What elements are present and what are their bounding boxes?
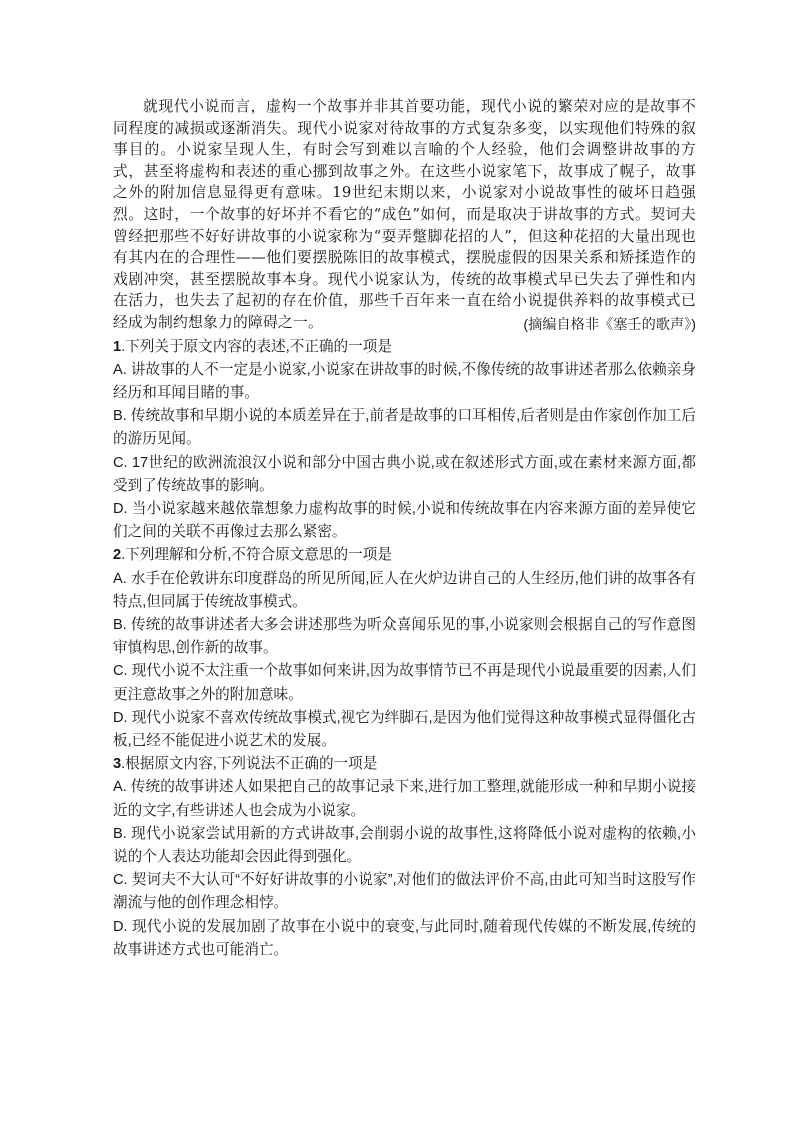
option-c: C. 现代小说不太注重一个故事如何来讲,因为故事情节已不再是现代小说最重要的因素,人们更注意故事之外的附加意味。 (113, 663, 696, 703)
option-c: C. 17世纪的欧洲流浪汉小说和部分中国古典小说,或在叙述形式方面,或在素材来源方面,都受到了传统故事的影响。 (113, 454, 696, 494)
option-d: D. 现代小说家不喜欢传统故事模式,视它为绊脚石,是因为他们觉得这种故事模式显得僵化古板,已经不能促进小说艺术的发展。 (113, 709, 696, 749)
option-a: A. 讲故事的人不一定是小说家,小说家在讲故事的时候,不像传统的故事讲述者那么依赖亲身经历和耳闻目睹的事。 (113, 361, 696, 401)
option-b: B. 现代小说家尝试用新的方式讲故事,会削弱小说的故事性,这将降低小说对虚构的依赖,小说的个人表达功能却会因此得到强化。 (113, 825, 696, 865)
question-2 (113, 544, 696, 753)
question-stem: 1.下列关于原文内容的表述,不正确的一项是 (113, 338, 392, 355)
passage-source: (摘编自格非《塞壬的歌声》) (523, 316, 696, 333)
option-d: D. 当小说家越来越依靠想象力虚构故事的时候,小说和传统故事在内容来源方面的差异使它们之间的关联不再像过去那么紧密。 (113, 500, 696, 541)
passage-text: 就现代小说而言，虚构一个故事并非其首要功能，现代小说的繁荣对应的是故事不同程度的减损或逐渐消失。现代小说家对待故事的方式复杂多变，以实现他们特殊的叙事目的。小说家呈现人生，有时会写到难以言喻的个人经验，他们会调整讲故事的方式，甚至将虚构和表述的重心挪到故事之外。在这些小说家笔下，故事成了幌子，故事之外的附加信息显得更有意味。19世纪末期以来，小说家对小说故事性的破坏日趋强烈。这时，一个故事的好坏并不看它的“成色”如何，而是取决于讲故事的方式。契诃夫曾经把那些不好好讲故事的小说家称为“耍弄蹩脚花招的人”，但这种花招的大量出现也有其内在的合理性——他们要摆脱陈旧的故事模式，摆脱虚假的因果关系和矫揉造作的戏剧冲突，甚至摆脱故事本身。现代小说家认为，传统的故事模式早已失去了弹性和内在活力，也失去了起初的存在价值，那些千百年来一直在给小说提供养料的故事模式已经成为制约想象力的障碍之一。 (113, 98, 696, 331)
passage-paragraph (113, 96, 696, 334)
option-c: C. 契诃夫不大认可“不好好讲故事的小说家”,对他们的做法评价不高,由此可知当时这股写作潮流与他的创作理念相悖。 (113, 872, 696, 912)
option-b: B. 传统故事和早期小说的本质差异在于,前者是故事的口耳相传,后者则是由作家创作加工后的游历见闻。 (113, 408, 696, 448)
questions-list (113, 336, 696, 962)
option-a: A. 传统的故事讲述人如果把自己的故事记录下来,进行加工整理,就能形成一种和早期小说接近的文字,有些讲述人也会成为小说家。 (113, 779, 696, 819)
question-stem: 2.下列理解和分析,不符合原文意思的一项是 (113, 547, 392, 564)
question-stem: 3.根据原文内容,下列说法不正确的一项是 (113, 756, 378, 773)
option-d: D. 现代小说的发展加剧了故事在小说中的衰变,与此同时,随着现代传媒的不断发展,传统的故事讲述方式也可能消亡。 (113, 918, 696, 958)
question-3 (113, 753, 696, 962)
document-page (113, 96, 696, 962)
option-b: B. 传统的故事讲述者大多会讲述那些为听众喜闻乐见的事,小说家则会根据自己的写作意图审慎构思,创作新的故事。 (113, 616, 696, 657)
passage-block (113, 96, 696, 334)
question-1 (113, 336, 696, 545)
option-a: A. 水手在伦敦讲东印度群岛的所见所闻,匠人在火炉边讲自己的人生经历,他们讲的故事各有特点,但同属于传统故事模式。 (113, 570, 696, 610)
